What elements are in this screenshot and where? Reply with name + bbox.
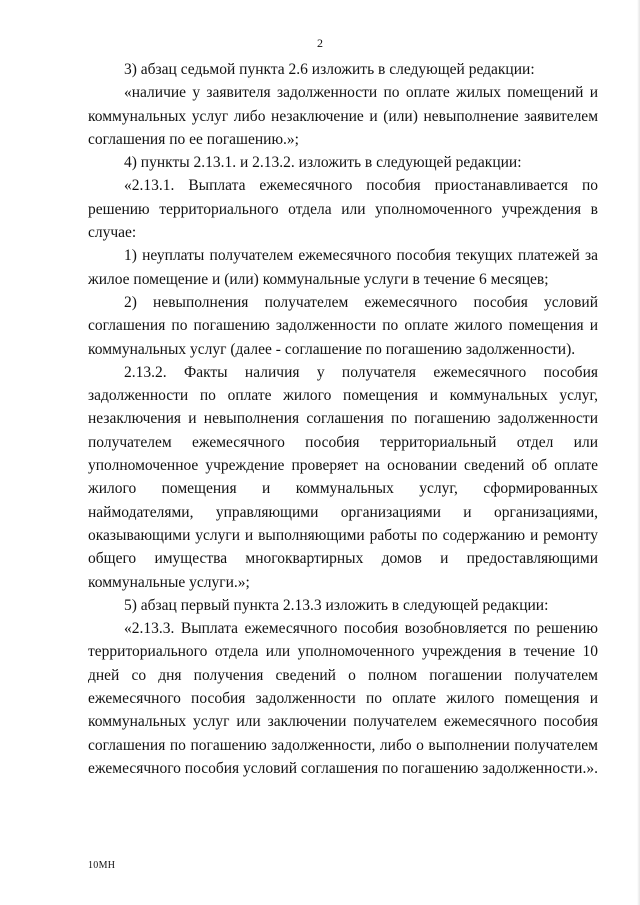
- paragraph-item-5-amendment: 5) абзац первый пункта 2.13.3 изложить в следующей редакции:: [124, 596, 549, 614]
- paragraph-item-4-amendment: 4) пункты 2.13.1. и 2.13.2. изложить в следующей редакции:: [124, 154, 522, 172]
- page-number: 2: [317, 36, 323, 50]
- paragraph-subitem-2: 2) невыполнения получателем ежемесячного пособия условий соглашения по погашению задолженности по оплате жилого помещения и коммунальных услуг (далее - соглашение по погашению задолженности).: [88, 293, 598, 358]
- paragraph-quote-debt: «наличие у заявителя задолженности по оплате жилых помещений и коммунальных услуг либо незаключение и (или) невыполнение заявителем соглашения по ее погашению.»;: [88, 84, 598, 148]
- paragraph-clause-2-13-3: «2.13.3. Выплата ежемесячного пособия возобновляется по решению территориального отдела или уполномоченного учреждения в течение 10 дней со дня получения сведений о полном погашении получателем ежемесячного пособия задолженности по оплате жилого помещения и коммунальных услуг или заключении получателем ежемесячного пособия соглашения по погашению задолженности, либо о выполнении получателем ежемесячного пособия условий соглашения по погашению задолженности.».: [88, 620, 598, 777]
- paragraph-item-3-amendment: 3) абзац седьмой пункта 2.6 изложить в следующей редакции:: [124, 61, 535, 78]
- paragraph-subitem-1: 1) неуплаты получателем ежемесячного пособия текущих платежей за жилое помещение и (или) коммунальные услуги в течение 6 месяцев;: [88, 247, 598, 288]
- paragraph-clause-2-13-2: 2.13.2. Факты наличия у получателя ежемесячного пособия задолженности по оплате жилого помещения и коммунальных услуг, незаключения и невыполнения соглашения по погашению задолженности получателем ежемесячного пособия территориальный отдел или уполномоченное учреждение проверяет на основании сведений об оплате жилого помещения и коммунальных услуг, сформированных наймодателями, управляющими организациями и организациями, оказывающими услуги и выполняющими работы по содержанию и ремонту общего имущества многоквартирных домов и предоставляющими коммунальные услуги.»;: [88, 363, 598, 591]
- document-body: [88, 58, 598, 780]
- footer-code: 10МН: [88, 860, 116, 871]
- paragraph-clause-2-13-1: «2.13.1. Выплата ежемесячного пособия приостанавливается по решению территориального отдела или уполномоченного учреждения в случае:: [88, 177, 598, 242]
